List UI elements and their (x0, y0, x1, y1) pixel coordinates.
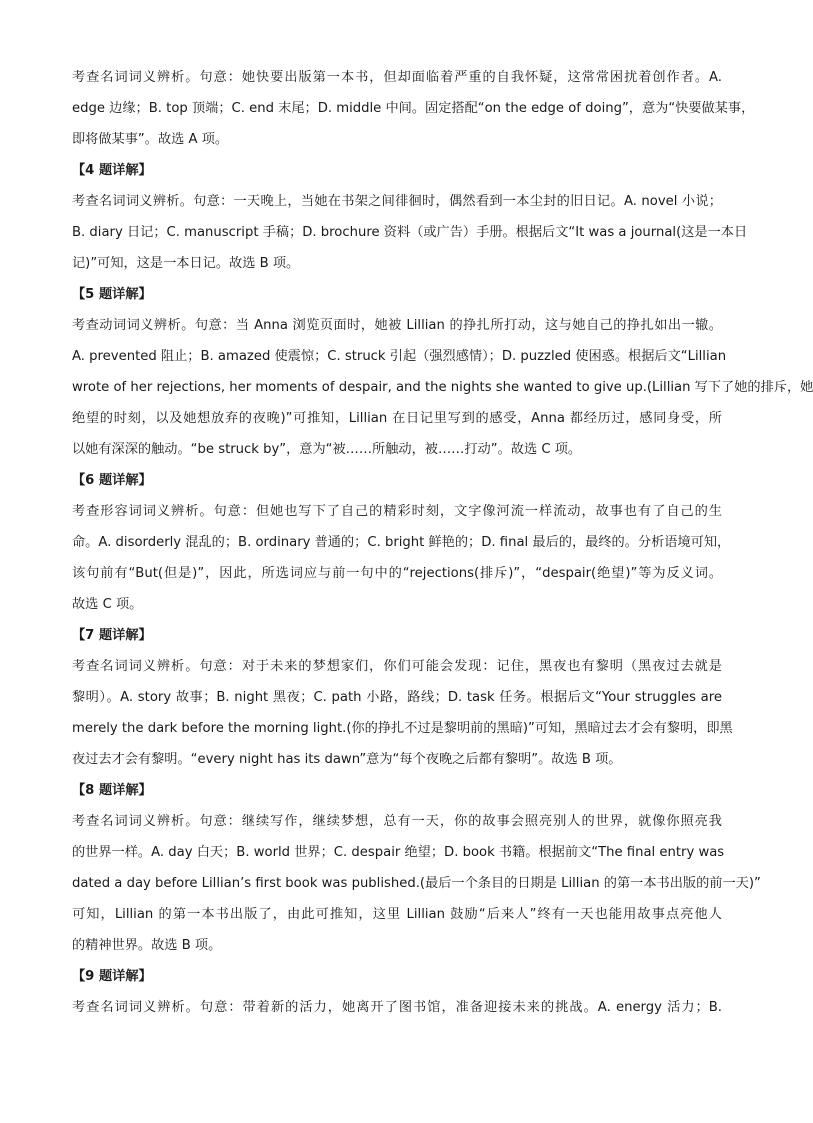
body-line: 考查名词词义辨析。句意：对于未来的梦想家们，你们可能会发现：记住，黑夜也有黎明（黑夜过去就是 (72, 659, 722, 674)
body-line: 考查名词词义辨析。句意：继续写作，继续梦想，总有一天，你的故事会照亮别人的世界，就像你照亮我 (72, 814, 722, 829)
section-heading: 【9 题详解】 (72, 969, 152, 984)
section-heading: 【5 题详解】 (72, 287, 152, 302)
body-line: dated a day before Lillian’s first book was published.(最后一个条目的日期是 Lillian 的第一本书出版的前一天)” (72, 876, 761, 891)
body-line: 考查形容词词义辨析。句意：但她也写下了自己的精彩时刻，文字像河流一样流动，故事也有了自己的生 (72, 504, 722, 519)
body-line: 可知，Lillian 的第一本书出版了，由此可推知，这里 Lillian 鼓励“后来人”终有一天也能用故事点亮他人 (72, 907, 722, 922)
body-line: wrote of her rejections, her moments of despair, and the nights she wanted to give up.(Lillian 写下了她的排斥，她 (72, 380, 813, 395)
body-line: edge 边缘；B. top 顶端；C. end 末尾；D. middle 中间。固定搭配“on the edge of doing”，意为“快要做某事， (72, 101, 755, 116)
body-line: 考查名词词义辨析。句意：带着新的活力，她离开了图书馆，准备迎接未来的挑战。A. energy 活力；B. (72, 1000, 722, 1015)
body-line: 考查动词词义辨析。句意：当 Anna 浏览页面时，她被 Lillian 的挣扎所打动，这与她自己的挣扎如出一辙。 (72, 318, 722, 333)
body-line: 故选 C 项。 (72, 597, 143, 612)
section-heading: 【8 题详解】 (72, 783, 152, 798)
body-line: 的精神世界。故选 B 项。 (72, 938, 222, 953)
section-heading: 【6 题详解】 (72, 473, 152, 488)
body-line: 黎明）。A. story 故事；B. night 黑夜；C. path 小路，路线；D. task 任务。根据后文“Your struggles are (72, 690, 722, 705)
body-line: 夜过去才会有黎明。“every night has its dawn”意为“每个夜晚之后都有黎明”。故选 B 项。 (72, 752, 622, 767)
body-line: A. prevented 阻止；B. amazed 使震惊；C. struck 引起（强烈感情）；D. puzzled 使困惑。根据后文“Lillian (72, 349, 727, 364)
section-heading: 【4 题详解】 (72, 163, 152, 178)
body-line: 记)”可知，这是一本日记。故选 B 项。 (72, 256, 300, 271)
body-line: 以她有深深的触动。“be struck by”，意为“被……所触动，被……打动”。故选 C 项。 (72, 442, 582, 457)
body-line: 考查名词词义辨析。句意：她快要出版第一本书，但却面临着严重的自我怀疑，这常常困扰着创作者。A. (72, 70, 722, 85)
body-line: merely the dark before the morning light.(你的挣扎不过是黎明前的黑暗)”可知，黑暗过去才会有黎明，即黑 (72, 721, 733, 736)
body-line: 考查名词词义辨析。句意：一天晚上，当她在书架之间徘徊时，偶然看到一本尘封的旧日记。A. novel 小说； (72, 194, 722, 209)
body-line: 即将做某事”。故选 A 项。 (72, 132, 229, 147)
body-line: 的世界一样。A. day 白天；B. world 世界；C. despair 绝望；D. book 书籍。根据前文“The final entry was (72, 845, 725, 860)
body-line: B. diary 日记；C. manuscript 手稿；D. brochure 资料（或广告）手册。根据后文“It was a journal(这是一本日 (72, 225, 748, 240)
body-line: 绝望的时刻，以及她想放弃的夜晚)”可推知，Lillian 在日记里写到的感受，Anna 都经历过，感同身受，所 (72, 411, 722, 426)
body-line: 命。A. disorderly 混乱的；B. ordinary 普通的；C. bright 鲜艳的；D. final 最后的，最终的。分析语境可知， (72, 535, 731, 550)
body-line: 该句前有“But(但是)”，因此，所选词应与前一句中的“rejections(排斥)”，“despair(绝望)”等为反义词。 (72, 566, 722, 581)
document-body (72, 62, 813, 1023)
section-heading: 【7 题详解】 (72, 628, 152, 643)
